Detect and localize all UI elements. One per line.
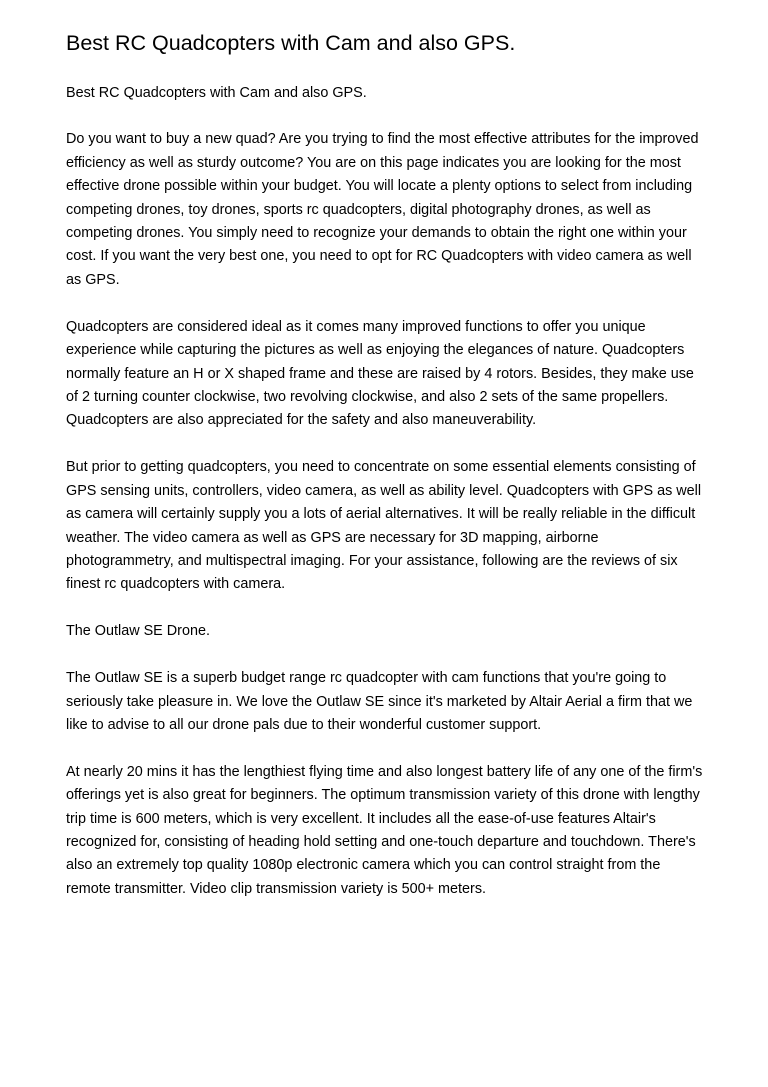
intro-paragraph: Do you want to buy a new quad? Are you trying to find the most effective attributes for the improved efficiency as well as sturdy outcome? You are on this page indicates you are looking for the most effective drone possible within your budget. You will locate a plenty options to select from including competing drones, toy drones, sports rc quadcopters, digital photography drones, as well as competing drones. You simply need to recognize your demands to obtain the right one within your cost. If you want the very best one, you need to opt for RC Quadcopters with video camera as well as GPS.	[66, 131, 699, 288]
document-page	[66, 28, 706, 925]
buying-considerations-paragraph: But prior to getting quadcopters, you need to concentrate on some essential elements consisting of GPS sensing units, controllers, video camera, as well as ability level. Quadcopters with GPS as well as camera will certainly supply you a lots of aerial alternatives. It will be really reliable in the difficult weather. The video camera as well as GPS are necessary for 3D mapping, airborne photogrammetry, and multispectral imaging. For your assistance, following are the reviews of six finest rc quadcopters with camera.	[66, 459, 702, 593]
outlaw-se-specs-paragraph: At nearly 20 mins it has the lengthiest flying time and also longest battery life of any one of the firm's offerings yet is also great for beginners. The optimum transmission variety of this drone with lengthy trip time is 600 meters, which is very excellent. It includes all the ease-of-use features Altair's recognized for, consisting of heading hold setting and one-touch departure and touchdown. There's also an extremely top quality 1080p electronic camera which you can control straight from the remote transmitter. Video clip transmission variety is 500+ meters.	[66, 763, 703, 897]
subtitle-paragraph: Best RC Quadcopters with Cam and also GPS.	[66, 85, 367, 101]
section-heading-outlaw-se: The Outlaw SE Drone.	[66, 623, 210, 640]
page-title: Best RC Quadcopters with Cam and also GPS.	[66, 31, 516, 55]
quadcopter-features-paragraph: Quadcopters are considered ideal as it comes many improved functions to offer you unique experience while capturing the pictures as well as enjoying the elegances of nature. Quadcopters normally feature an H or X shaped frame and these are raised by 4 rotors. Besides, they make use of 2 turning counter clockwise, two revolving clockwise, and also 2 sets of the same propellers. Quadcopters are also appreciated for the safety and also maneuverability.	[66, 318, 694, 429]
outlaw-se-overview-paragraph: The Outlaw SE is a superb budget range rc quadcopter with cam functions that you're going to seriously take pleasure in. We love the Outlaw SE since it's marketed by Altair Aerial a firm that we like to advise to all our drone pals due to their wonderful customer support.	[66, 670, 693, 733]
